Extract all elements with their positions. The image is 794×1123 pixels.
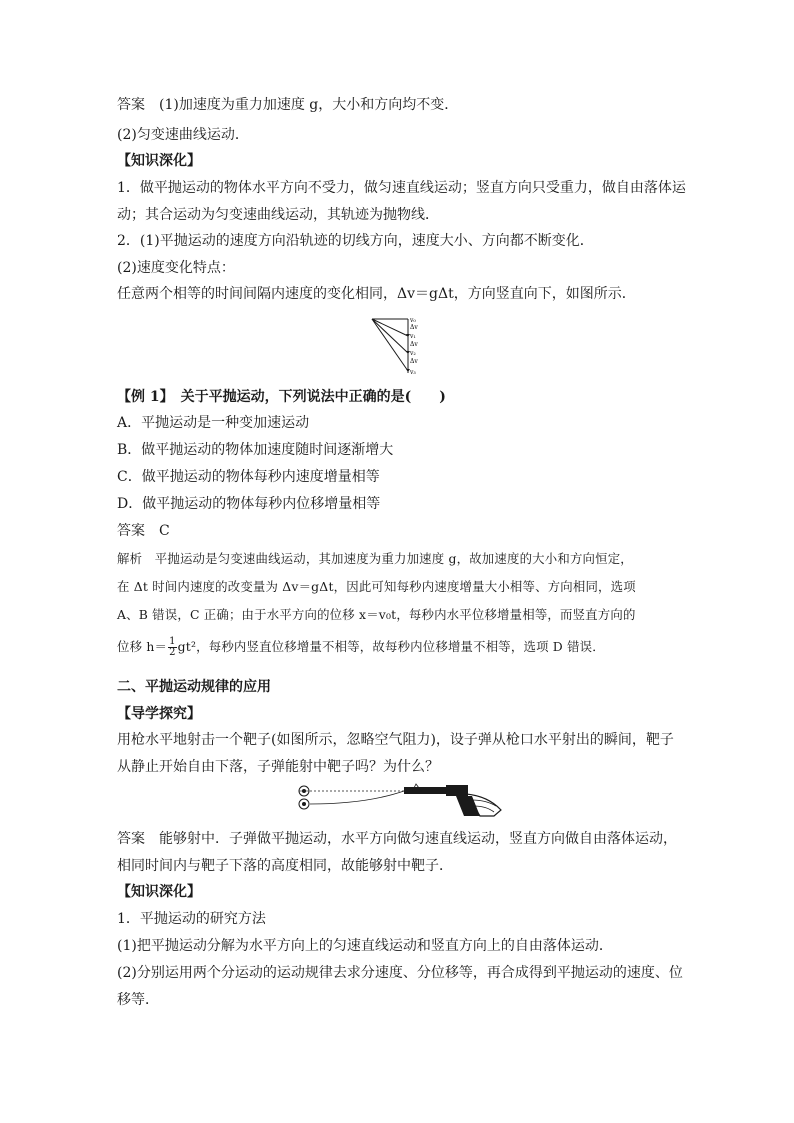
answer-2: (2)匀变速曲线运动． <box>117 127 249 143</box>
velocity-change-text: 任意两个相等的时间间隔内速度的变化相同，Δv＝gΔt，方向竖直向下，如图所示． <box>117 286 636 302</box>
knowledge-point-1a: 1．做平抛运动的物体水平方向不受力，做匀速直线运动；竖直方向只受重力，做自由落体运 <box>117 180 686 196</box>
example-1-answer: 答案 C <box>117 523 170 539</box>
section-heading-knowledge-2: 【知识深化】 <box>117 884 201 900</box>
inquiry-text-2: 从静止开始自由下落，子弹能射中靶子吗？为什么？ <box>117 759 439 775</box>
diagram-label-dv-1: Δv <box>410 324 418 331</box>
velocity-change-title: (2)速度变化特点： <box>117 260 235 276</box>
option-a: A．平抛运动是一种变加速运动 <box>117 415 310 431</box>
gun-icon <box>404 784 501 816</box>
diagram-label-dv-2: Δv <box>410 341 418 348</box>
inquiry-answer-1: 答案 能够射中．子弹做平抛运动，水平方向做匀速直线运动，竖直方向做自由落体运动， <box>117 831 677 847</box>
fraction-one-half <box>168 637 177 658</box>
research-method-2a: (2)分别运用两个分运动的运动规律去求分速度、分位移等，再合成得到平抛运动的速度、位 <box>117 965 683 981</box>
research-method-2b: 移等． <box>117 992 159 1008</box>
fraction-numerator: 1 <box>169 636 176 647</box>
diagram-label-v3: v₃ <box>410 369 416 376</box>
diagram-label-dv-3: Δv <box>410 358 418 365</box>
analysis-line-3: A、B 错误，C 正确；由于水平方向的位移 x＝v₀t，每秒内水平位移增量相等，而竖直方向的 <box>117 607 636 622</box>
answer-1: 答案 (1)加速度为重力加速度 g，大小和方向均不变． <box>117 97 459 113</box>
fraction-denominator: 2 <box>169 647 176 658</box>
option-d: D．做平抛运动的物体每秒内位移增量相等 <box>117 496 381 512</box>
inquiry-text-1: 用枪水平地射击一个靶子(如图所示，忽略空气阻力)，设子弹从枪口水平射出的瞬间，靶子 <box>117 732 674 748</box>
analysis-line-4 <box>117 636 687 658</box>
analysis-line-4-start: 位移 h＝ <box>117 639 168 654</box>
option-c: C．做平抛运动的物体每秒内速度增量相等 <box>117 469 380 485</box>
knowledge-point-1b: 动；其合运动为匀变速曲线运动，其轨迹为抛物线． <box>117 207 439 223</box>
section-2-title: 二、平抛运动规律的应用 <box>117 679 271 695</box>
analysis-line-2: 在 Δt 时间内速度的改变量为 Δv＝gΔt，因此可知每秒内速度增量大小相等、方向相同，选项 <box>117 579 636 594</box>
bullet-trajectory <box>310 791 404 804</box>
analysis-line-4-end: gt²，每秒内竖直位移增量不相等，故每秒内位移增量不相等，选项 D 错误． <box>177 639 605 654</box>
diagram-label-v0: v₀ <box>410 317 416 324</box>
research-method-title: 1．平抛运动的研究方法 <box>117 911 266 927</box>
target-icon <box>299 786 309 809</box>
research-method-1: (1)把平抛运动分解为水平方向上的匀速直线运动和竖直方向上的自由落体运动． <box>117 938 613 954</box>
analysis-line-1: 解析 平抛运动是匀变速曲线运动，其加速度为重力加速度 g，故加速度的大小和方向恒定， <box>117 551 633 566</box>
section-heading-inquiry: 【导学探究】 <box>117 706 201 722</box>
section-heading-knowledge: 【知识深化】 <box>117 153 201 169</box>
diagram-label-v2: v₂ <box>410 350 416 357</box>
example-1-question: 【例 1】 关于平抛运动，下列说法中正确的是( ) <box>117 389 446 405</box>
inquiry-answer-2: 相同时间内与靶子下落的高度相同，故能够射中靶子． <box>117 858 453 874</box>
diagram-label-v1: v₁ <box>410 333 416 340</box>
velocity-vector-diagram <box>368 315 428 380</box>
gun-target-diagram <box>296 782 511 820</box>
option-b: B．做平抛运动的物体加速度随时间逐渐增大 <box>117 442 394 458</box>
knowledge-point-2: 2．(1)平抛运动的速度方向沿轨迹的切线方向，速度大小、方向都不断变化． <box>117 233 594 249</box>
